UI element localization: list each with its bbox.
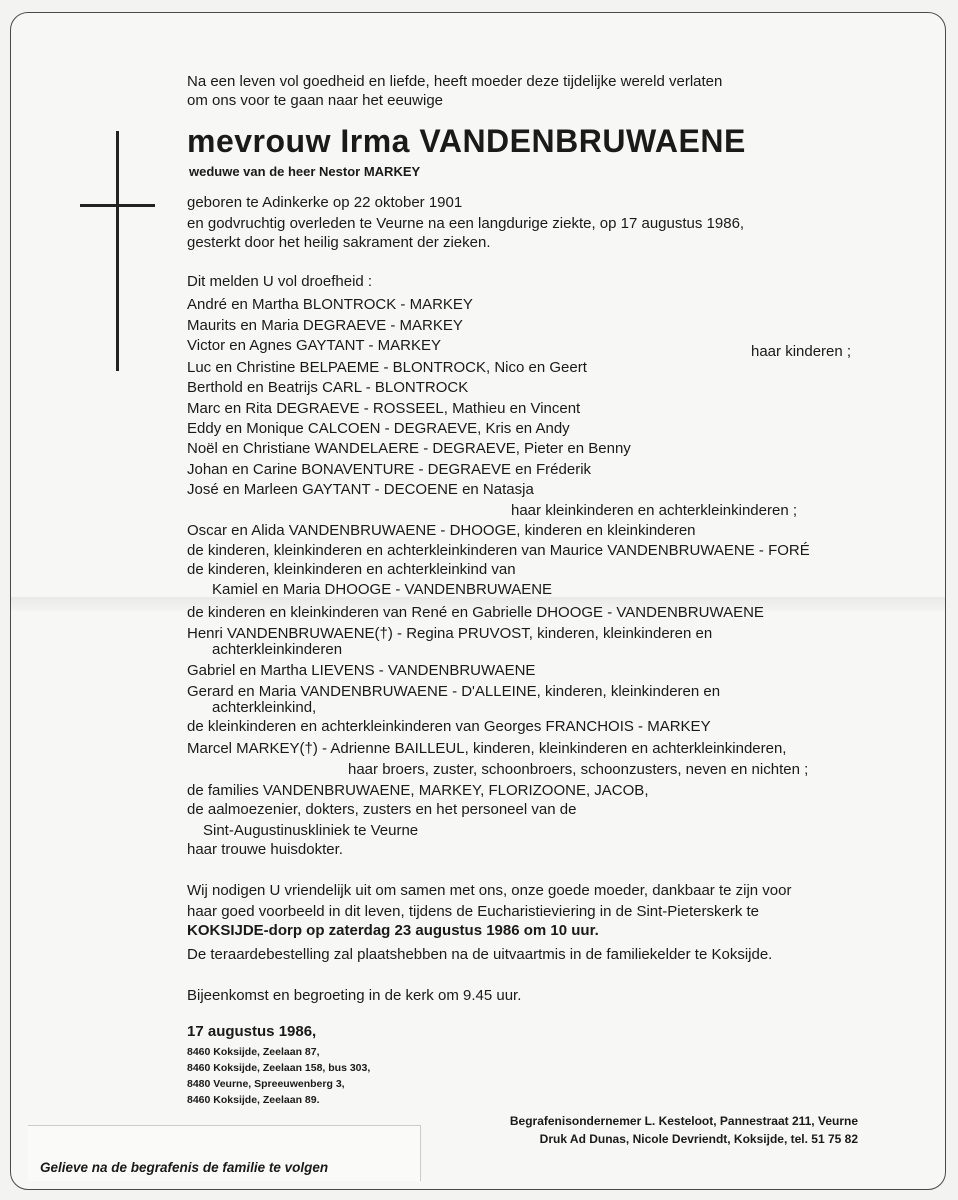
intro-line: Na een leven vol goedheid en liefde, heeft moeder deze tijdelijke wereld verlaten <box>187 73 723 90</box>
death-line: en godvruchtig overleden te Veurne na een langdurige ziekte, op 17 augustus 1986, <box>187 215 745 232</box>
others-line: de aalmoezenier, dokters, zusters en het personeel van de <box>187 801 577 818</box>
child-line: Maurits en Maria DEGRAEVE - MARKEY <box>187 317 463 334</box>
deceased-name: mevrouw Irma VANDENBRUWAENE <box>187 123 746 159</box>
relative-line: de kleinkinderen en achterkleinkinderen van Georges FRANCHOIS - MARKEY <box>187 718 711 735</box>
others-line: Sint-Augustinuskliniek te Veurne <box>203 822 419 839</box>
undertaker-credit: Begrafenisondernemer L. Kesteloot, Pannestraat 211, Veurne <box>509 1114 858 1128</box>
widow-of: weduwe van de heer Nestor MARKEY <box>189 164 421 179</box>
grandchild-line: Noël en Christiane WANDELAERE - DEGRAEVE, Pieter en Benny <box>187 440 631 457</box>
address-line: 8480 Veurne, Spreeuwenberg 3, <box>187 1078 345 1090</box>
siblings-label: haar broers, zuster, schoonbroers, schoonzusters, neven en nichten ; <box>348 761 809 778</box>
invitation-line: Wij nodigen U vriendelijk uit om samen met ons, onze goede moeder, dankbaar te zijn voor <box>187 882 792 899</box>
grandchild-line: Luc en Christine BELPAEME - BLONTROCK, Nico en Geert <box>187 359 587 376</box>
relative-line: de kinderen, kleinkinderen en achterkleinkind van <box>187 561 516 578</box>
grandchild-line: Johan en Carine BONAVENTURE - DEGRAEVE en Fréderik <box>187 461 592 478</box>
follow-slip-text: Gelieve na de begrafenis de familie te volgen <box>40 1160 329 1175</box>
relative-line: Marcel MARKEY(†) - Adrienne BAILLEUL, kinderen, kleinkinderen en achterkleinkinderen, <box>187 740 787 757</box>
relative-line: achterkleinkinderen <box>212 641 343 658</box>
relative-line: de kinderen, kleinkinderen en achterkleinkinderen van Maurice VANDENBRUWAENE - FORÉ <box>187 542 810 559</box>
announce-line: Dit melden U vol droefheid : <box>187 273 373 290</box>
grandchild-line: José en Marleen GAYTANT - DECOENE en Natasja <box>187 481 534 498</box>
burial-line: De teraardebestelling zal plaatshebben na de uitvaartmis in de familiekelder te Koksijde. <box>187 946 773 963</box>
grandchild-line: Eddy en Monique CALCOEN - DEGRAEVE, Kris en Andy <box>187 420 570 437</box>
child-line: André en Martha BLONTROCK - MARKEY <box>187 296 473 313</box>
children-label: haar kinderen ; <box>751 343 852 360</box>
relative-line: Kamiel en Maria DHOOGE - VANDENBRUWAENE <box>212 581 553 598</box>
grandchild-line: Marc en Rita DEGRAEVE - ROSSEEL, Mathieu en Vincent <box>187 400 581 417</box>
relative-line: Gabriel en Martha LIEVENS - VANDENBRUWAENE <box>187 662 536 679</box>
relative-line: Henri VANDENBRUWAENE(†) - Regina PRUVOST, kinderen, kleinkinderen en <box>187 625 713 642</box>
relative-line: Oscar en Alida VANDENBRUWAENE - DHOOGE, kinderen en kleinkinderen <box>187 522 696 539</box>
cross-icon-vertical <box>116 131 119 371</box>
relative-line: de kinderen en kleinkinderen van René en Gabrielle DHOOGE - VANDENBRUWAENE <box>187 604 764 621</box>
printer-credit: Druk Ad Dunas, Nicole Devriendt, Koksijde, tel. 51 75 82 <box>539 1132 858 1146</box>
grandchildren-label: haar kleinkinderen en achterkleinkinderen ; <box>511 502 798 519</box>
relative-line: Gerard en Maria VANDENBRUWAENE - D'ALLEINE, kinderen, kleinkinderen en <box>187 683 721 700</box>
date-line: 17 augustus 1986, <box>187 1023 317 1040</box>
address-line: 8460 Koksijde, Zeelaan 158, bus 303, <box>187 1062 371 1074</box>
mass-date: KOKSIJDE-dorp op zaterdag 23 augustus 1986 om 10 uur. <box>187 922 599 939</box>
address-line: 8460 Koksijde, Zeelaan 89. <box>187 1094 320 1106</box>
sacrament-line: gesterkt door het heilig sakrament der zieken. <box>187 234 491 251</box>
invitation-line: haar goed voorbeeld in dit leven, tijdens de Eucharistieviering in de Sint-Pieterskerk te <box>187 903 759 920</box>
intro-line: om ons voor te gaan naar het eeuwige <box>187 92 444 109</box>
others-line: de families VANDENBRUWAENE, MARKEY, FLORIZOONE, JACOB, <box>187 782 649 799</box>
birth-line: geboren te Adinkerke op 22 oktober 1901 <box>187 194 463 211</box>
gathering-line: Bijeenkomst en begroeting in de kerk om 9.45 uur. <box>187 987 522 1004</box>
relative-line: achterkleinkind, <box>212 699 317 716</box>
others-line: haar trouwe huisdokter. <box>187 841 343 858</box>
child-line: Victor en Agnes GAYTANT - MARKEY <box>187 337 441 354</box>
cross-icon-horizontal <box>80 204 155 207</box>
address-line: 8460 Koksijde, Zeelaan 87, <box>187 1046 320 1058</box>
grandchild-line: Berthold en Beatrijs CARL - BLONTROCK <box>187 379 469 396</box>
